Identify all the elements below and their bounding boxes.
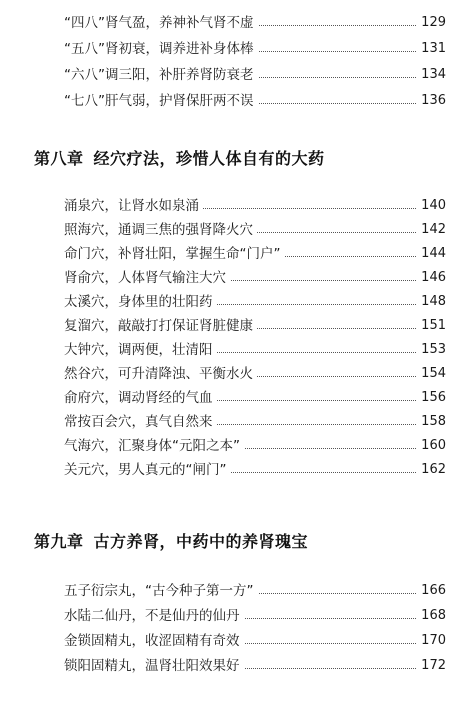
- toc-entry[interactable]: [0, 315, 476, 337]
- toc-entry-title: 俞府穴，调动肾经的气血: [64, 387, 217, 409]
- toc-entry-title: 肾俞穴，人体肾气输注大穴: [64, 267, 230, 289]
- toc-entry-title: “六八”调三阳，补肝养肾防衰老: [64, 64, 258, 86]
- toc-entry-page: 134: [417, 64, 446, 86]
- toc-entry-page: 136: [417, 90, 446, 112]
- toc-entry[interactable]: [0, 630, 476, 652]
- toc-entry-page: 170: [417, 630, 446, 652]
- toc-entry-page: 142: [417, 219, 446, 241]
- toc-entry-page: 172: [417, 655, 446, 677]
- toc-entry[interactable]: [0, 12, 476, 34]
- toc-entry-title: 金锁固精丸，收涩固精有奇效: [64, 630, 244, 652]
- chapter-title: 古方养肾，中药中的养肾瑰宝: [93, 532, 309, 551]
- toc-entry-title: 关元穴，男人真元的“闸门”: [64, 459, 231, 481]
- toc-entry-page: 140: [417, 195, 446, 217]
- toc-entry-title: 大钟穴，调两便，壮清阳: [64, 339, 217, 361]
- toc-entry-title: 涌泉穴，让肾水如泉涌: [64, 195, 203, 217]
- toc-entry-page: 153: [417, 339, 446, 361]
- toc-entry-title: 五子衍宗丸，“古今种子第一方”: [64, 580, 258, 602]
- chapter-heading-8: [34, 146, 325, 169]
- toc-entry-page: 146: [417, 267, 446, 289]
- toc-entry[interactable]: [0, 363, 476, 385]
- toc-entry[interactable]: [0, 267, 476, 289]
- toc-entry-page: 158: [417, 411, 446, 433]
- toc-entry-title: 气海穴，汇聚身体“元阳之本”: [64, 435, 244, 457]
- toc-entry[interactable]: [0, 387, 476, 409]
- toc-entry-title: 水陆二仙丹，不是仙丹的仙丹: [64, 605, 244, 627]
- toc-entry[interactable]: [0, 339, 476, 361]
- toc-entry-page: 129: [417, 12, 446, 34]
- toc-entry-title: 常按百会穴，真气自然来: [64, 411, 217, 433]
- toc-entry-title: 太溪穴，身体里的壮阳药: [64, 291, 217, 313]
- chapter-label: 第九章: [34, 532, 84, 551]
- toc-entry[interactable]: [0, 655, 476, 677]
- toc-entry[interactable]: [0, 90, 476, 112]
- toc-entry-title: “五八”肾初衰，调养进补身体棒: [64, 38, 258, 60]
- toc-entry[interactable]: [0, 219, 476, 241]
- toc-entry[interactable]: [0, 291, 476, 313]
- toc-entry[interactable]: [0, 580, 476, 602]
- toc-entry[interactable]: [0, 459, 476, 481]
- toc-entry-title: 照海穴，通调三焦的强肾降火穴: [64, 219, 257, 241]
- toc-entry-page: 131: [417, 38, 446, 60]
- chapter-label: 第八章: [34, 149, 84, 168]
- chapter-title: 经穴疗法，珍惜人体自有的大药: [93, 149, 325, 168]
- toc-entry-page: 168: [417, 605, 446, 627]
- toc-entry-page: 156: [417, 387, 446, 409]
- toc-entry-page: 162: [417, 459, 446, 481]
- toc-entry[interactable]: [0, 411, 476, 433]
- toc-entry-page: 148: [417, 291, 446, 313]
- toc-entry-title: 命门穴，补肾壮阳，掌握生命“门户”: [64, 243, 285, 265]
- toc-entry-title: 锁阳固精丸，温肾壮阳效果好: [64, 655, 244, 677]
- chapter-heading-9: [34, 529, 308, 552]
- toc-entry-title: “四八”肾气盈，养神补气肾不虚: [64, 12, 258, 34]
- toc-entry[interactable]: [0, 243, 476, 265]
- toc-entry-title: “七八”肝气弱，护肾保肝两不误: [64, 90, 258, 112]
- toc-entry-page: 154: [417, 363, 446, 385]
- toc-entry[interactable]: [0, 435, 476, 457]
- toc-entry[interactable]: [0, 195, 476, 217]
- toc-entry-title: 复溜穴，敲敲打打保证肾脏健康: [64, 315, 257, 337]
- toc-entry[interactable]: [0, 38, 476, 60]
- toc-entry-page: 144: [417, 243, 446, 265]
- toc-entry-page: 166: [417, 580, 446, 602]
- toc-entry-page: 160: [417, 435, 446, 457]
- toc-entry[interactable]: [0, 605, 476, 627]
- toc-entry-title: 然谷穴，可升清降浊、平衡水火: [64, 363, 257, 385]
- toc-entry[interactable]: [0, 64, 476, 86]
- toc-entry-page: 151: [417, 315, 446, 337]
